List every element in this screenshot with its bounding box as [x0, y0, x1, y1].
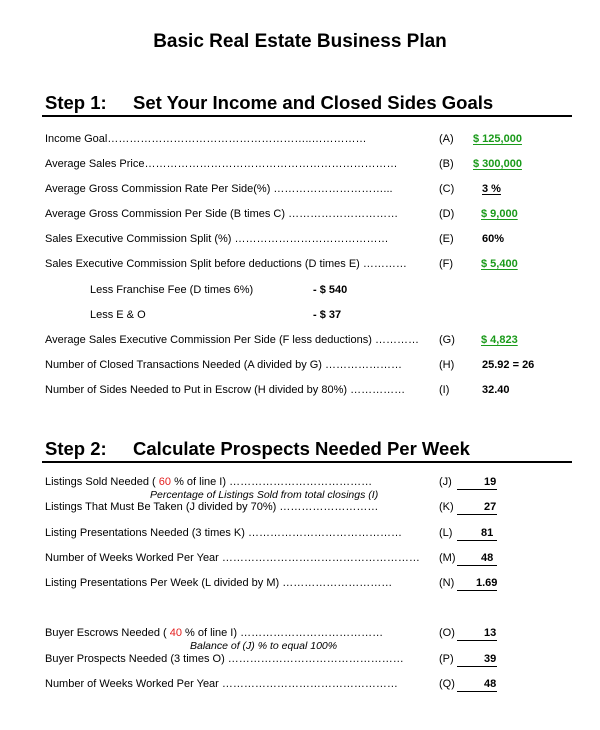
row-label-j-prefix: Listings Sold Needed ( — [45, 476, 156, 488]
deduction-value-franchise — [313, 284, 347, 296]
row-value-n: 1.69 — [476, 577, 498, 589]
row-label-a: Income Goal………………………………………………..…………… — [45, 133, 367, 145]
row-label-e: Sales Executive Commission Split (%) …………………………………… — [45, 233, 389, 245]
row-label-p: Buyer Prospects Needed (3 times O) ………………………………………… — [45, 653, 404, 665]
row-value-g: $ 4,823 — [481, 334, 518, 346]
row-label-m: Number of Weeks Worked Per Year ……………………………………………… — [45, 552, 420, 564]
row-value-b: $ 300,000 — [473, 158, 522, 170]
row-underline-k — [457, 514, 497, 515]
step1-heading-text: Set Your Income and Closed Sides Goals — [133, 92, 494, 113]
listings-sold-percent: 60 — [158, 476, 171, 488]
step1-heading — [45, 92, 493, 114]
row-value-f: $ 5,400 — [481, 258, 518, 270]
row-letter-n: (N) — [439, 577, 455, 589]
step1-number: Step 1: — [45, 92, 107, 113]
row-label-g: Average Sales Executive Commission Per Side (F less deductions) ………… — [45, 334, 419, 346]
row-value-k: 27 — [484, 501, 497, 513]
row-value-d: $ 9,000 — [481, 208, 518, 220]
row-value-l: 81 — [481, 527, 494, 539]
step2-number: Step 2: — [45, 438, 107, 459]
step1-rule — [42, 115, 572, 117]
row-value-e: 60% — [482, 233, 505, 245]
step2-rule — [42, 461, 572, 463]
row-label-n: Listing Presentations Per Week (L divided by M) ………………………… — [45, 577, 393, 589]
row-label-b: Average Sales Price…………………………………………………………… — [45, 158, 398, 170]
row-letter-c: (C) — [439, 183, 455, 195]
row-label-h: Number of Closed Transactions Needed (A divided by G) ………………… — [45, 359, 403, 371]
row-value-m: 48 — [481, 552, 494, 564]
row-label-c: Average Gross Commission Rate Per Side(%) …………………………... — [45, 183, 393, 195]
row-underline-q — [457, 691, 497, 692]
row-underline-o — [457, 640, 497, 641]
deduction-label-eo: Less E & O — [90, 309, 146, 321]
row-letter-j: (J) — [439, 476, 452, 488]
row-letter-l: (L) — [439, 527, 453, 539]
row-label-j-suffix: % of line I) ………………………………… — [174, 476, 373, 488]
row-label-i: Number of Sides Needed to Put in Escrow (H divided by 80%) …………… — [45, 384, 406, 396]
step2-heading-text: Calculate Prospects Needed Per Week — [133, 438, 470, 459]
row-value-a: $ 125,000 — [473, 133, 522, 145]
row-value-p: 39 — [484, 653, 497, 665]
row-label-f: Sales Executive Commission Split before deductions (D times E) ………… — [45, 258, 407, 270]
row-label-k: Listings That Must Be Taken (J divided by 70%) ……………………… — [45, 501, 379, 513]
row-letter-k: (K) — [439, 501, 454, 513]
row-underline-j — [457, 489, 497, 490]
row-label-d: Average Gross Commission Per Side (B times C) ………………………… — [45, 208, 399, 220]
deduction-value-eo: - $ 37 — [313, 309, 342, 321]
row-underline-l — [457, 540, 497, 541]
row-letter-e: (E) — [439, 233, 454, 245]
row-value-h: 25.92 = 26 — [482, 359, 535, 371]
row-value-o: 13 — [484, 627, 497, 639]
row-underline-n — [457, 590, 497, 591]
row-letter-i: (I) — [439, 384, 450, 396]
row-letter-m: (M) — [439, 552, 456, 564]
row-label-j — [45, 476, 372, 488]
buyer-escrows-percent: 40 — [169, 627, 182, 639]
row-underline-m — [457, 565, 497, 566]
row-label-o — [45, 627, 383, 639]
deduction-label-franchise: Less Franchise Fee (D times 6%) — [90, 284, 254, 296]
row-label-l: Listing Presentations Needed (3 times K) …………………………………… — [45, 527, 402, 539]
row-letter-f: (F) — [439, 258, 454, 270]
row-value-c: 3 % — [482, 183, 501, 195]
row-label-o-prefix: Buyer Escrows Needed ( — [45, 627, 167, 639]
row-letter-d: (D) — [439, 208, 455, 220]
row-label-q: Number of Weeks Worked Per Year ………………………………………… — [45, 678, 398, 690]
row-value-q: 48 — [484, 678, 497, 690]
step2-heading — [45, 438, 470, 460]
row-letter-h: (H) — [439, 359, 455, 371]
row-label-o-suffix: % of line I) ………………………………… — [185, 627, 384, 639]
deduction-value-franchise-text: - $ 540 — [313, 284, 348, 296]
row-letter-a: (A) — [439, 133, 454, 145]
row-letter-q: (Q) — [439, 678, 455, 690]
listings-note: Percentage of Listings Sold from total closings (I) — [150, 489, 379, 501]
row-letter-p: (P) — [439, 653, 454, 665]
row-letter-o: (O) — [439, 627, 455, 639]
row-value-i: 32.40 — [482, 384, 510, 396]
page-title: Basic Real Estate Business Plan — [153, 31, 447, 52]
row-value-j: 19 — [484, 476, 497, 488]
buyer-note: Balance of (J) % to equal 100% — [190, 640, 338, 652]
row-underline-p — [457, 666, 497, 667]
row-letter-b: (B) — [439, 158, 454, 170]
row-letter-g: (G) — [439, 334, 455, 346]
